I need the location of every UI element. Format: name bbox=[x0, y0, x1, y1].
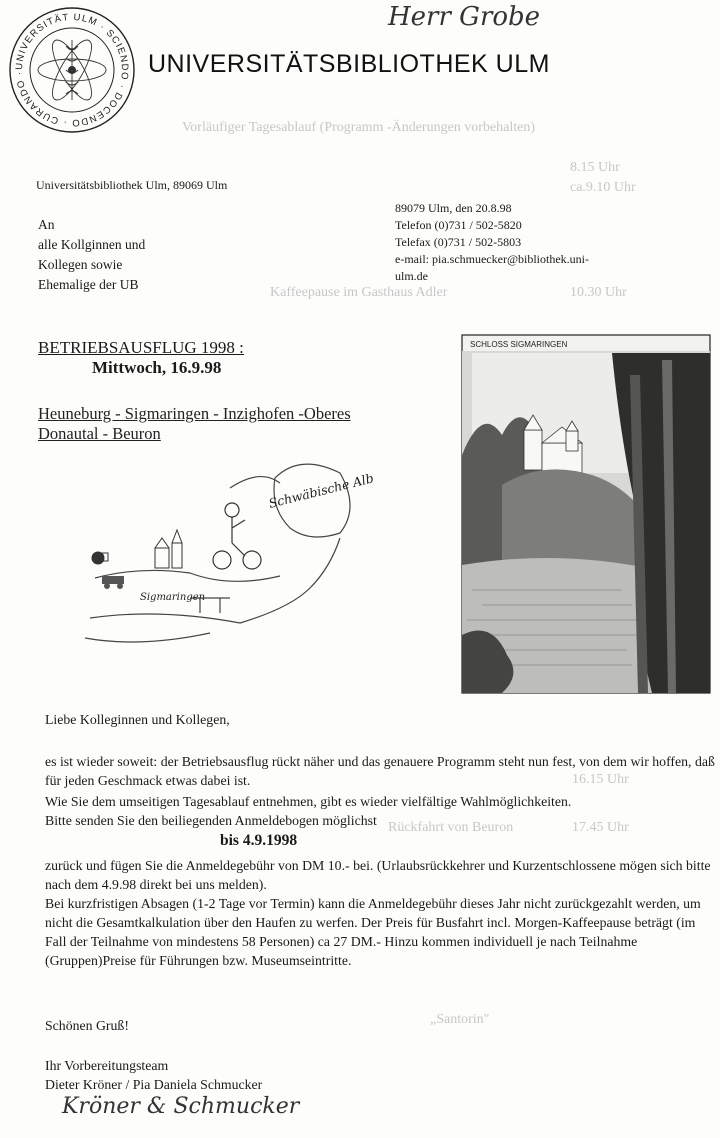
addressee-line: Ehemalige der UB bbox=[38, 277, 139, 292]
event-title: BETRIEBSAUSFLUG 1998 : bbox=[38, 338, 244, 357]
masthead-title: UNIVERSITÄTSBIBLIOTHEK ULM bbox=[148, 50, 550, 78]
route-line: Donautal - Beuron bbox=[38, 424, 161, 443]
date-place: 89079 Ulm, den 20.8.98 bbox=[395, 201, 512, 215]
addressee-line: An bbox=[38, 217, 55, 232]
addressee-line: Kollegen sowie bbox=[38, 257, 123, 272]
paragraph-options: Wie Sie dem umseitigen Tagesablauf entnehmen, gibt es wieder vielfältige Wahlmöglichkeiten. bbox=[45, 794, 572, 809]
show-through-line: Kaffeepause im Gasthaus Adler bbox=[270, 285, 448, 300]
closing: Schönen Gruß! bbox=[45, 1018, 129, 1033]
salutation: Liebe Kolleginnen und Kollegen, bbox=[45, 712, 230, 727]
paragraph-intro: es ist wieder soweit: der Betriebsausflug rückt näher und das genauere Programm steht nun fest, von dem wir hoffen, daß für jeden Geschmack etwas dabei ist. bbox=[45, 754, 715, 788]
paragraph-cancellation: Bei kurzfristigen Absagen (1-2 Tage vor Termin) kann die Anmeldegebühr dieses Jahr nicht zurückgezahlt werden, um nicht die Gesamtkalkulation über den Haufen zu werfen. Der Preis für Busfahrt incl. Morgen-Kaffeepause beträgt (im Fall der Teilnahme von mindestens 58 Personen) ca 27 DM.- Hinzu kommen individuell je nach Teilnahme (Gruppen)Preise für Führungen bzw. Museumseintritte. bbox=[45, 896, 701, 968]
car-icon bbox=[102, 576, 124, 589]
engraving-caption: SCHLOSS SIGMARINGEN bbox=[470, 340, 568, 349]
route-line: Heuneburg - Sigmaringen - Inzighofen -Oberes bbox=[38, 404, 351, 423]
addressee-block bbox=[38, 215, 145, 295]
team-names: Dieter Kröner / Pia Daniela Schmucker bbox=[45, 1077, 263, 1092]
paragraph-request: Bitte senden Sie den beiliegenden Anmeldebogen möglichst bbox=[45, 813, 377, 828]
show-through-time: 8.15 Uhr bbox=[570, 160, 620, 175]
show-through-heading: Vorläufiger Tagesablauf (Programm -Änderungen vorbehalten) bbox=[182, 120, 536, 135]
deadline: bis 4.9.1998 bbox=[220, 832, 298, 849]
handwritten-note: Herr Grobe bbox=[388, 2, 541, 32]
addressee-line: alle Kollginnen und bbox=[38, 237, 146, 252]
show-through-line: „Santorin" bbox=[430, 1012, 490, 1027]
show-through-time: 17.45 Uhr bbox=[572, 820, 629, 835]
university-seal-icon bbox=[8, 6, 136, 134]
show-through-time: 10.30 Uhr bbox=[570, 285, 627, 300]
email-cont: ulm.de bbox=[395, 269, 428, 283]
show-through-line: Rückfahrt von Beuron bbox=[388, 820, 514, 835]
contact-block bbox=[395, 200, 589, 285]
seal-ring-text: UNIVERSITÄT ULM · SCIENDO · DOCENDO · CURANDO · bbox=[13, 11, 131, 129]
event-route bbox=[38, 404, 351, 444]
fax: Telefax (0)731 / 502-5803 bbox=[395, 235, 522, 249]
phone: Telefon (0)731 / 502-5820 bbox=[395, 218, 522, 232]
route-sketch-map bbox=[80, 448, 376, 688]
show-through-time: ca.9.10 Uhr bbox=[570, 180, 636, 195]
sender-line: Universitätsbibliothek Ulm, 89069 Ulm bbox=[36, 178, 228, 192]
signature: Kröner & Schmucker bbox=[62, 1094, 300, 1119]
event-date: Mittwoch, 16.9.98 bbox=[92, 358, 222, 377]
team-line: Ihr Vorbereitungsteam bbox=[45, 1058, 169, 1073]
email: e-mail: pia.schmuecker@bibliothek.uni- bbox=[395, 252, 589, 266]
castle-engraving bbox=[462, 335, 710, 693]
show-through-time: 16.15 Uhr bbox=[572, 772, 629, 787]
paragraph-fee: zurück und fügen Sie die Anmeldegebühr von DM 10.- bei. (Urlaubsrückkehrer und Kurzentschlossene mögen sich bitte nach dem 4.9.98 direkt bei uns melden). bbox=[45, 858, 711, 892]
map-label-town: Sigmaringen bbox=[140, 592, 206, 603]
cyclist-icon bbox=[213, 503, 261, 569]
map-label-region: Schwäbische Alb bbox=[267, 470, 376, 511]
